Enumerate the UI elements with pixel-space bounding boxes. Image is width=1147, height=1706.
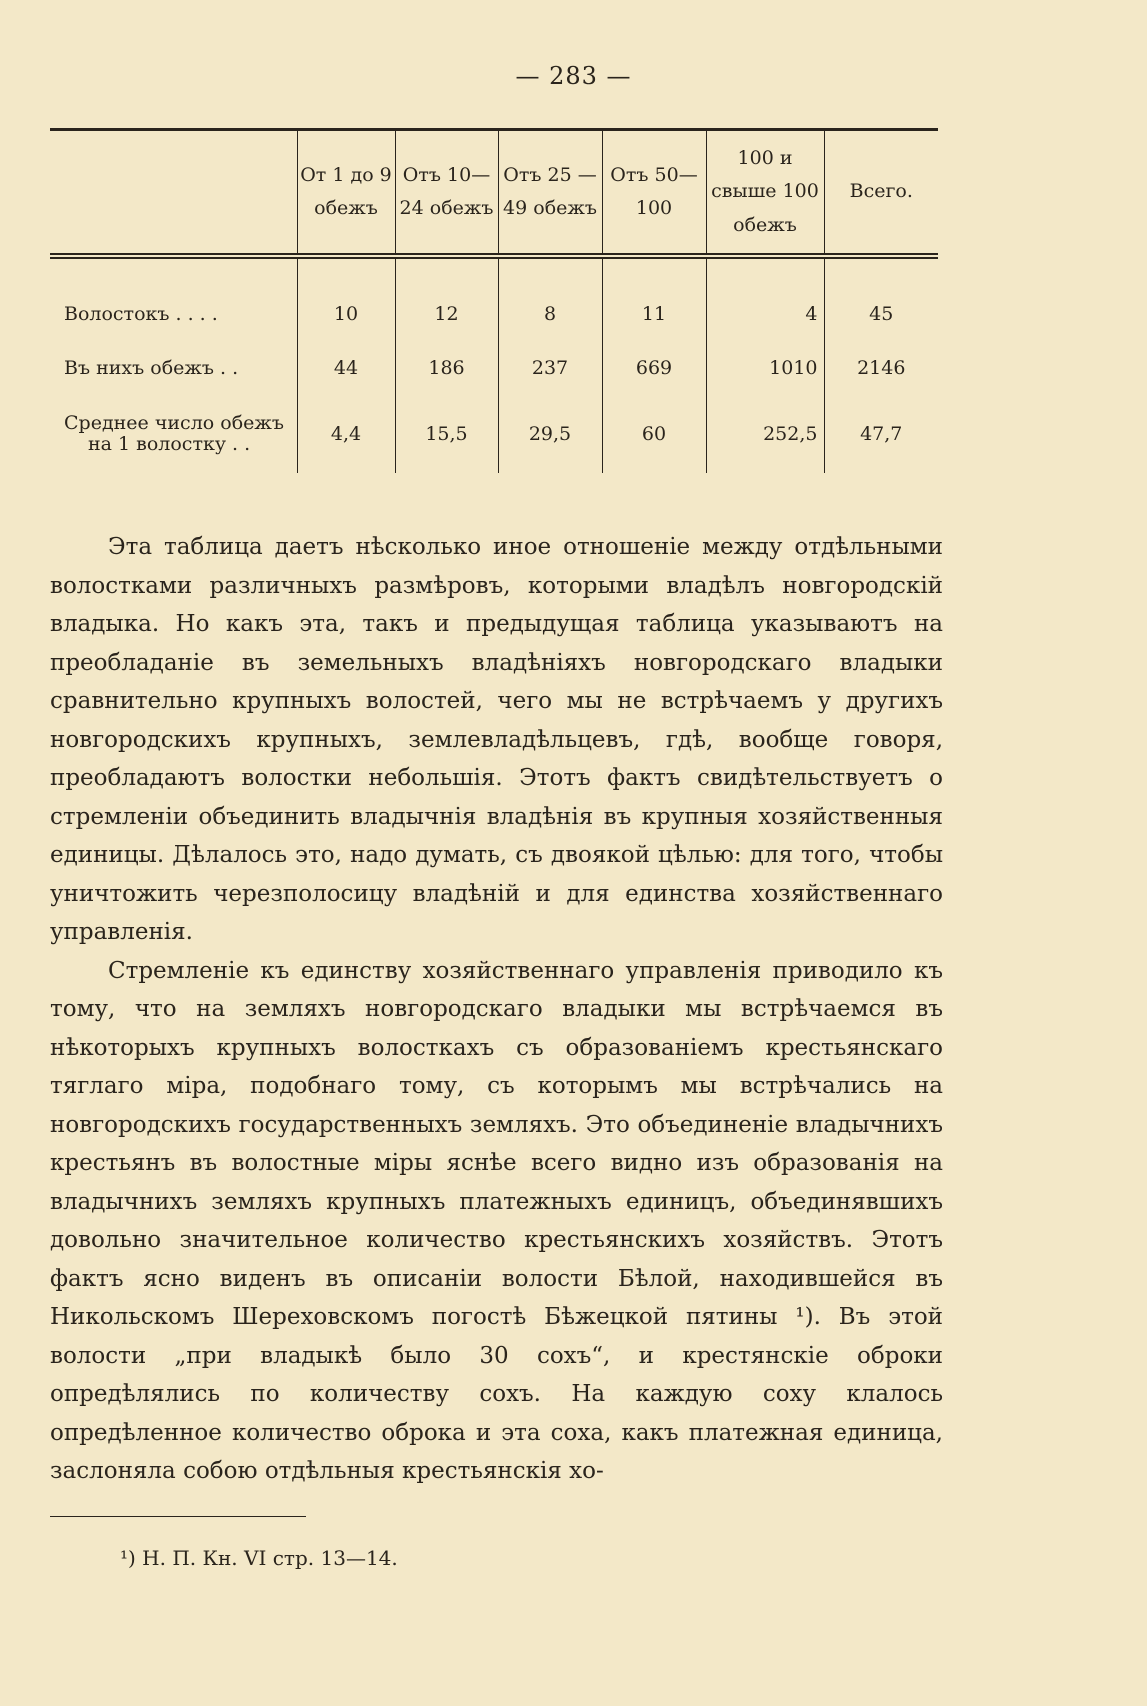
table-cell: 10	[297, 287, 395, 341]
paragraph: Стремленіе къ единству хозяйственнаго управленія приводило къ тому, что на земляхъ новгородскаго владыки мы встрѣчаемся въ нѣкоторыхъ крупныхъ волосткахъ съ образованіемъ крестьянскаго тяглаго міра, подобнаго тому, съ которымъ мы встрѣчались на новгородскихъ государственныхъ земляхъ. Это объединеніе владычнихъ крестьянъ въ волостные міры яснѣе всего видно изъ образованія на владычнихъ земляхъ крупныхъ платежныхъ единицъ, объединявшихъ довольно значительное количество крестьянскихъ хозяйствъ. Этотъ фактъ ясно виденъ въ описаніи волости Бѣлой, находившейся въ Никольскомъ Шереховскомъ погостѣ Бѣжецкой пятины ¹). Въ этой волости „при владыкѣ было 30 сохъ“, и крестянскіе оброки опредѣлялись по количеству сохъ. На каждую соху клалось опредѣленное количество оброка и эта соха, какъ платежная единица, заслоняла собою отдѣльныя крестьянскія хо-	[50, 957, 943, 1484]
row-label: Въ нихъ обежъ . .	[64, 357, 239, 379]
footnote: ¹) Н. П. Кн. VI стр. 13—14.	[120, 1546, 398, 1570]
statistics-table	[50, 128, 938, 473]
table-cell: 44	[297, 341, 395, 395]
table-header-cell: 100 и свыше 100 обежъ	[706, 131, 824, 256]
paragraph: Эта таблица даетъ нѣсколько иное отношеніе между отдѣльными волостками различныхъ размѣровъ, которыми владѣлъ новгородскій владыка. Но какъ эта, такъ и предыдущая таблица указываютъ на преобладаніе въ земельныхъ владѣніяхъ новгородскаго владыки сравнительно крупныхъ волостей, чего мы не встрѣчаемъ у другихъ новгородскихъ крупныхъ, землевладѣльцевъ, гдѣ, вообще говоря, преобладаютъ волостки небольшія. Этотъ фактъ свидѣтельствуетъ о стремленіи объединить владычнія владѣнія въ крупныя хозяйственныя единицы. Дѣлалось это, надо думать, съ двоякой цѣлью: для того, чтобы уничтожить черезполосицу владѣній и для единства хозяйственнаго управленія.	[50, 534, 943, 945]
table-spacer-row	[50, 256, 938, 287]
table-header-row	[50, 131, 938, 256]
page-number: — 283 —	[515, 62, 632, 90]
table-header-cell: Отъ 10— 24 обежъ	[395, 131, 498, 256]
table-header-cell: Отъ 50— 100	[602, 131, 706, 256]
table-cell: 11	[602, 287, 706, 341]
table-header-cell	[50, 131, 297, 256]
table-cell: 4,4	[297, 395, 395, 473]
body-text	[50, 528, 943, 1491]
row-label-line: на 1 волостку . .	[88, 433, 251, 455]
table-header-cell: Отъ 25 — 49 обежъ	[498, 131, 602, 256]
table-cell: 15,5	[395, 395, 498, 473]
table-cell: 45	[824, 287, 938, 341]
row-label-line: Среднее число обежъ	[64, 412, 284, 435]
table-row	[50, 395, 938, 473]
row-label: Волостокъ . . . .	[64, 303, 218, 325]
table-cell: 2146	[824, 341, 938, 395]
table-cell: 1010	[706, 341, 824, 395]
table-header-cell: От 1 до 9 обежъ	[297, 131, 395, 256]
table-row	[50, 287, 938, 341]
table-cell: 186	[395, 341, 498, 395]
table-cell: 4	[706, 287, 824, 341]
table-cell: 60	[602, 395, 706, 473]
row-label	[50, 395, 297, 473]
table-cell: 8	[498, 287, 602, 341]
table-cell: 237	[498, 341, 602, 395]
table-row	[50, 341, 938, 395]
table-header-cell: Всего.	[824, 131, 938, 256]
table-cell: 12	[395, 287, 498, 341]
table-cell: 252,5	[706, 395, 824, 473]
table-cell: 29,5	[498, 395, 602, 473]
table-cell: 47,7	[824, 395, 938, 473]
footnote-divider	[50, 1516, 306, 1517]
table-cell: 669	[602, 341, 706, 395]
